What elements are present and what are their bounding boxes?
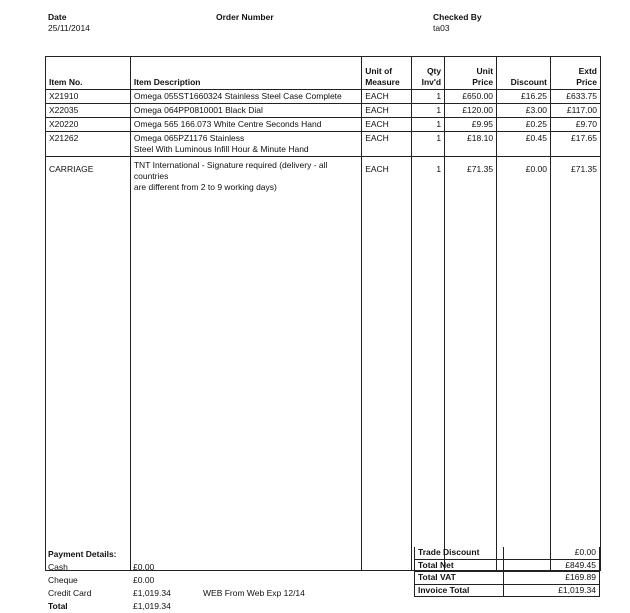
trade-discount-value: £0.00 [504, 547, 600, 559]
col-uom-line1: Unit of [365, 66, 393, 76]
item-unit-price: £650.00 [445, 90, 497, 104]
item-discount: £0.45 [497, 132, 551, 157]
item-extd-price: £633.75 [551, 90, 601, 104]
item-desc: Omega 064PP0810001 Black Dial [130, 104, 361, 118]
item-desc: Omega 565 166.073 White Centre Seconds Hand [130, 118, 361, 132]
col-discount: Discount [497, 57, 551, 90]
items-table [45, 56, 601, 571]
carriage-item-no: CARRIAGE [46, 157, 131, 202]
item-unit-price: £18.10 [445, 132, 497, 157]
carriage-row [46, 157, 601, 202]
item-desc [130, 132, 361, 157]
checked-by-label: Checked By [433, 12, 482, 22]
item-extd-price: £9.70 [551, 118, 601, 132]
col-extd-price [551, 57, 601, 90]
summary-row [415, 584, 600, 597]
card-note: WEB From Web Exp 12/14 [203, 588, 305, 598]
item-uom: EACH [362, 104, 412, 118]
total-label: Total [48, 601, 68, 611]
col-unit-line2: Price [472, 77, 494, 87]
item-no: X21910 [46, 90, 131, 104]
total-vat-value: £169.89 [504, 572, 600, 585]
item-desc: Omega 055ST1660324 Stainless Steel Case Complete [130, 90, 361, 104]
carriage-desc-line2: countries [133, 171, 169, 181]
col-qty [412, 57, 445, 90]
cash-value: £0.00 [133, 562, 155, 572]
carriage-desc-line1: TNT International - Signature required (delivery - all [133, 160, 328, 170]
col-qty-line2: Inv'd [421, 77, 442, 87]
col-item-no: Item No. [46, 57, 131, 90]
item-extd-price: £17.65 [551, 132, 601, 157]
item-discount: £16.25 [497, 90, 551, 104]
col-qty-line1: Qty [426, 66, 442, 76]
carriage-desc-line3: are different from 2 to 9 working days) [133, 182, 277, 192]
table-row [46, 90, 601, 104]
col-extd-line2: Price [576, 77, 597, 87]
empty-space-row [46, 201, 601, 571]
summary-row [415, 559, 600, 572]
item-qty: 1 [412, 132, 445, 157]
col-extd-line1: Extd [578, 66, 597, 76]
item-discount: £3.00 [497, 104, 551, 118]
item-no: X20220 [46, 118, 131, 132]
item-uom: EACH [362, 90, 412, 104]
item-qty: 1 [412, 104, 445, 118]
trade-discount-label: Trade Discount [415, 547, 504, 559]
carriage-unit-price: £71.35 [445, 157, 497, 202]
summary-row [415, 547, 600, 559]
order-number-label: Order Number [216, 12, 274, 22]
item-discount: £0.25 [497, 118, 551, 132]
checked-by-value: ta03 [433, 23, 450, 33]
item-qty: 1 [412, 118, 445, 132]
summary-row [415, 572, 600, 585]
cash-label: Cash [48, 562, 68, 572]
carriage-desc [130, 157, 361, 202]
table-row [46, 132, 601, 157]
item-extd-price: £117.00 [551, 104, 601, 118]
payment-details [48, 548, 305, 613]
table-row [46, 118, 601, 132]
total-net-value: £849.45 [504, 559, 600, 572]
card-value: £1,019.34 [133, 588, 171, 598]
col-uom-line2: Measure [365, 77, 400, 87]
total-vat-label: Total VAT [415, 572, 504, 585]
card-label: Credit Card [48, 588, 92, 598]
item-uom: EACH [362, 118, 412, 132]
carriage-discount: £0.00 [497, 157, 551, 202]
item-unit-price: £9.95 [445, 118, 497, 132]
item-desc-line1: Omega 065PZ1176 Stainless [133, 133, 245, 143]
date-label: Date [48, 12, 67, 22]
carriage-uom: EACH [362, 157, 412, 202]
invoice-total-value: £1,019.34 [504, 584, 600, 597]
invoice-total-label: Invoice Total [415, 584, 504, 597]
item-no: X21262 [46, 132, 131, 157]
col-description: Item Description [130, 57, 361, 90]
payment-title: Payment Details: [48, 549, 117, 559]
carriage-extd-price: £71.35 [551, 157, 601, 202]
item-qty: 1 [412, 90, 445, 104]
col-unit-line1: Unit [476, 66, 494, 76]
item-unit-price: £120.00 [445, 104, 497, 118]
col-uom [362, 57, 412, 90]
cheque-value: £0.00 [133, 575, 155, 585]
item-desc-line2: Steel With Luminous Infill Hour & Minute Hand [133, 144, 309, 154]
table-header-row [46, 57, 601, 90]
date-value: 25/11/2014 [48, 23, 90, 33]
table-row [46, 104, 601, 118]
total-value: £1,019.34 [133, 601, 171, 611]
cheque-label: Cheque [48, 575, 78, 585]
carriage-qty: 1 [412, 157, 445, 202]
item-uom: EACH [362, 132, 412, 157]
col-unit-price [445, 57, 497, 90]
summary-table [414, 547, 600, 597]
item-no: X22035 [46, 104, 131, 118]
total-net-label: Total Net [415, 559, 504, 572]
